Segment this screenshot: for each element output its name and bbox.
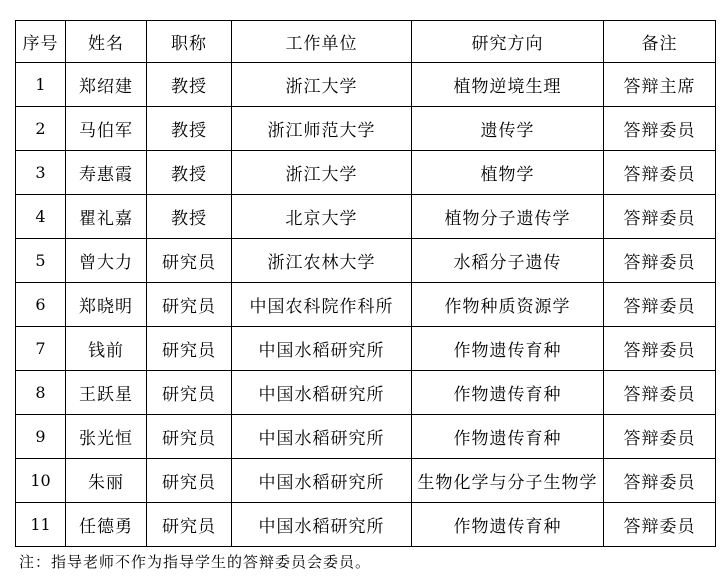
footnote: 注：指导老师不作为指导学生的答辩委员会委员。	[19, 553, 372, 571]
cell-affiliation: 北京大学	[232, 195, 412, 239]
table-row	[16, 503, 716, 547]
cell-remark: 答辩委员	[604, 415, 716, 459]
header-name: 姓名	[66, 21, 147, 63]
cell-title: 教授	[147, 195, 232, 239]
cell-research-field: 作物遗传育种	[412, 415, 604, 459]
cell-research-field: 植物分子遗传学	[412, 195, 604, 239]
cell-affiliation: 中国水稻研究所	[232, 503, 412, 547]
cell-research-field: 作物遗传育种	[412, 327, 604, 371]
header-title: 职称	[147, 21, 232, 63]
cell-affiliation: 浙江大学	[232, 151, 412, 195]
cell-affiliation: 中国农科院作科所	[232, 283, 412, 327]
committee-table	[15, 20, 716, 547]
table-row	[16, 63, 716, 107]
header-index: 序号	[16, 21, 66, 63]
cell-title: 研究员	[147, 239, 232, 283]
cell-name: 任德勇	[66, 503, 147, 547]
header-research-field: 研究方向	[412, 21, 604, 63]
cell-research-field: 植物学	[412, 151, 604, 195]
cell-index: 9	[16, 415, 66, 459]
header-affiliation: 工作单位	[232, 21, 412, 63]
cell-affiliation: 中国水稻研究所	[232, 459, 412, 503]
cell-index: 1	[16, 63, 66, 107]
table-row	[16, 371, 716, 415]
cell-name: 钱前	[66, 327, 147, 371]
cell-name: 马伯军	[66, 107, 147, 151]
cell-research-field: 水稻分子遗传	[412, 239, 604, 283]
cell-title: 研究员	[147, 283, 232, 327]
cell-title: 教授	[147, 63, 232, 107]
table-row	[16, 415, 716, 459]
cell-name: 郑绍建	[66, 63, 147, 107]
cell-remark: 答辩委员	[604, 459, 716, 503]
table-row	[16, 107, 716, 151]
cell-title: 研究员	[147, 503, 232, 547]
cell-name: 曾大力	[66, 239, 147, 283]
cell-remark: 答辩委员	[604, 283, 716, 327]
cell-index: 3	[16, 151, 66, 195]
cell-remark: 答辩主席	[604, 63, 716, 107]
table-row	[16, 459, 716, 503]
cell-name: 郑晓明	[66, 283, 147, 327]
cell-title: 研究员	[147, 459, 232, 503]
table-row	[16, 327, 716, 371]
cell-research-field: 作物遗传育种	[412, 371, 604, 415]
cell-research-field: 遗传学	[412, 107, 604, 151]
table-row	[16, 151, 716, 195]
cell-remark: 答辩委员	[604, 503, 716, 547]
cell-remark: 答辩委员	[604, 195, 716, 239]
cell-title: 教授	[147, 107, 232, 151]
cell-index: 7	[16, 327, 66, 371]
document-page	[15, 20, 715, 572]
cell-research-field: 植物逆境生理	[412, 63, 604, 107]
cell-title: 研究员	[147, 371, 232, 415]
cell-affiliation: 浙江农林大学	[232, 239, 412, 283]
cell-title: 教授	[147, 151, 232, 195]
cell-remark: 答辩委员	[604, 327, 716, 371]
cell-research-field: 作物种质资源学	[412, 283, 604, 327]
cell-index: 11	[16, 503, 66, 547]
cell-research-field: 作物遗传育种	[412, 503, 604, 547]
table-body	[16, 63, 716, 547]
cell-name: 王跃星	[66, 371, 147, 415]
cell-remark: 答辩委员	[604, 371, 716, 415]
cell-remark: 答辩委员	[604, 107, 716, 151]
cell-title: 研究员	[147, 415, 232, 459]
table-row	[16, 195, 716, 239]
cell-index: 10	[16, 459, 66, 503]
cell-affiliation: 中国水稻研究所	[232, 415, 412, 459]
cell-index: 4	[16, 195, 66, 239]
cell-remark: 答辩委员	[604, 151, 716, 195]
table-row	[16, 283, 716, 327]
cell-title: 研究员	[147, 327, 232, 371]
cell-name: 寿惠霞	[66, 151, 147, 195]
cell-index: 5	[16, 239, 66, 283]
cell-remark: 答辩委员	[604, 239, 716, 283]
cell-affiliation: 中国水稻研究所	[232, 371, 412, 415]
cell-name: 瞿礼嘉	[66, 195, 147, 239]
cell-name: 朱丽	[66, 459, 147, 503]
cell-index: 2	[16, 107, 66, 151]
table-header-row	[16, 21, 716, 63]
cell-affiliation: 浙江师范大学	[232, 107, 412, 151]
cell-name: 张光恒	[66, 415, 147, 459]
table-row	[16, 239, 716, 283]
cell-research-field: 生物化学与分子生物学	[412, 459, 604, 503]
header-remark: 备注	[604, 21, 716, 63]
cell-affiliation: 浙江大学	[232, 63, 412, 107]
cell-affiliation: 中国水稻研究所	[232, 327, 412, 371]
cell-index: 8	[16, 371, 66, 415]
cell-index: 6	[16, 283, 66, 327]
